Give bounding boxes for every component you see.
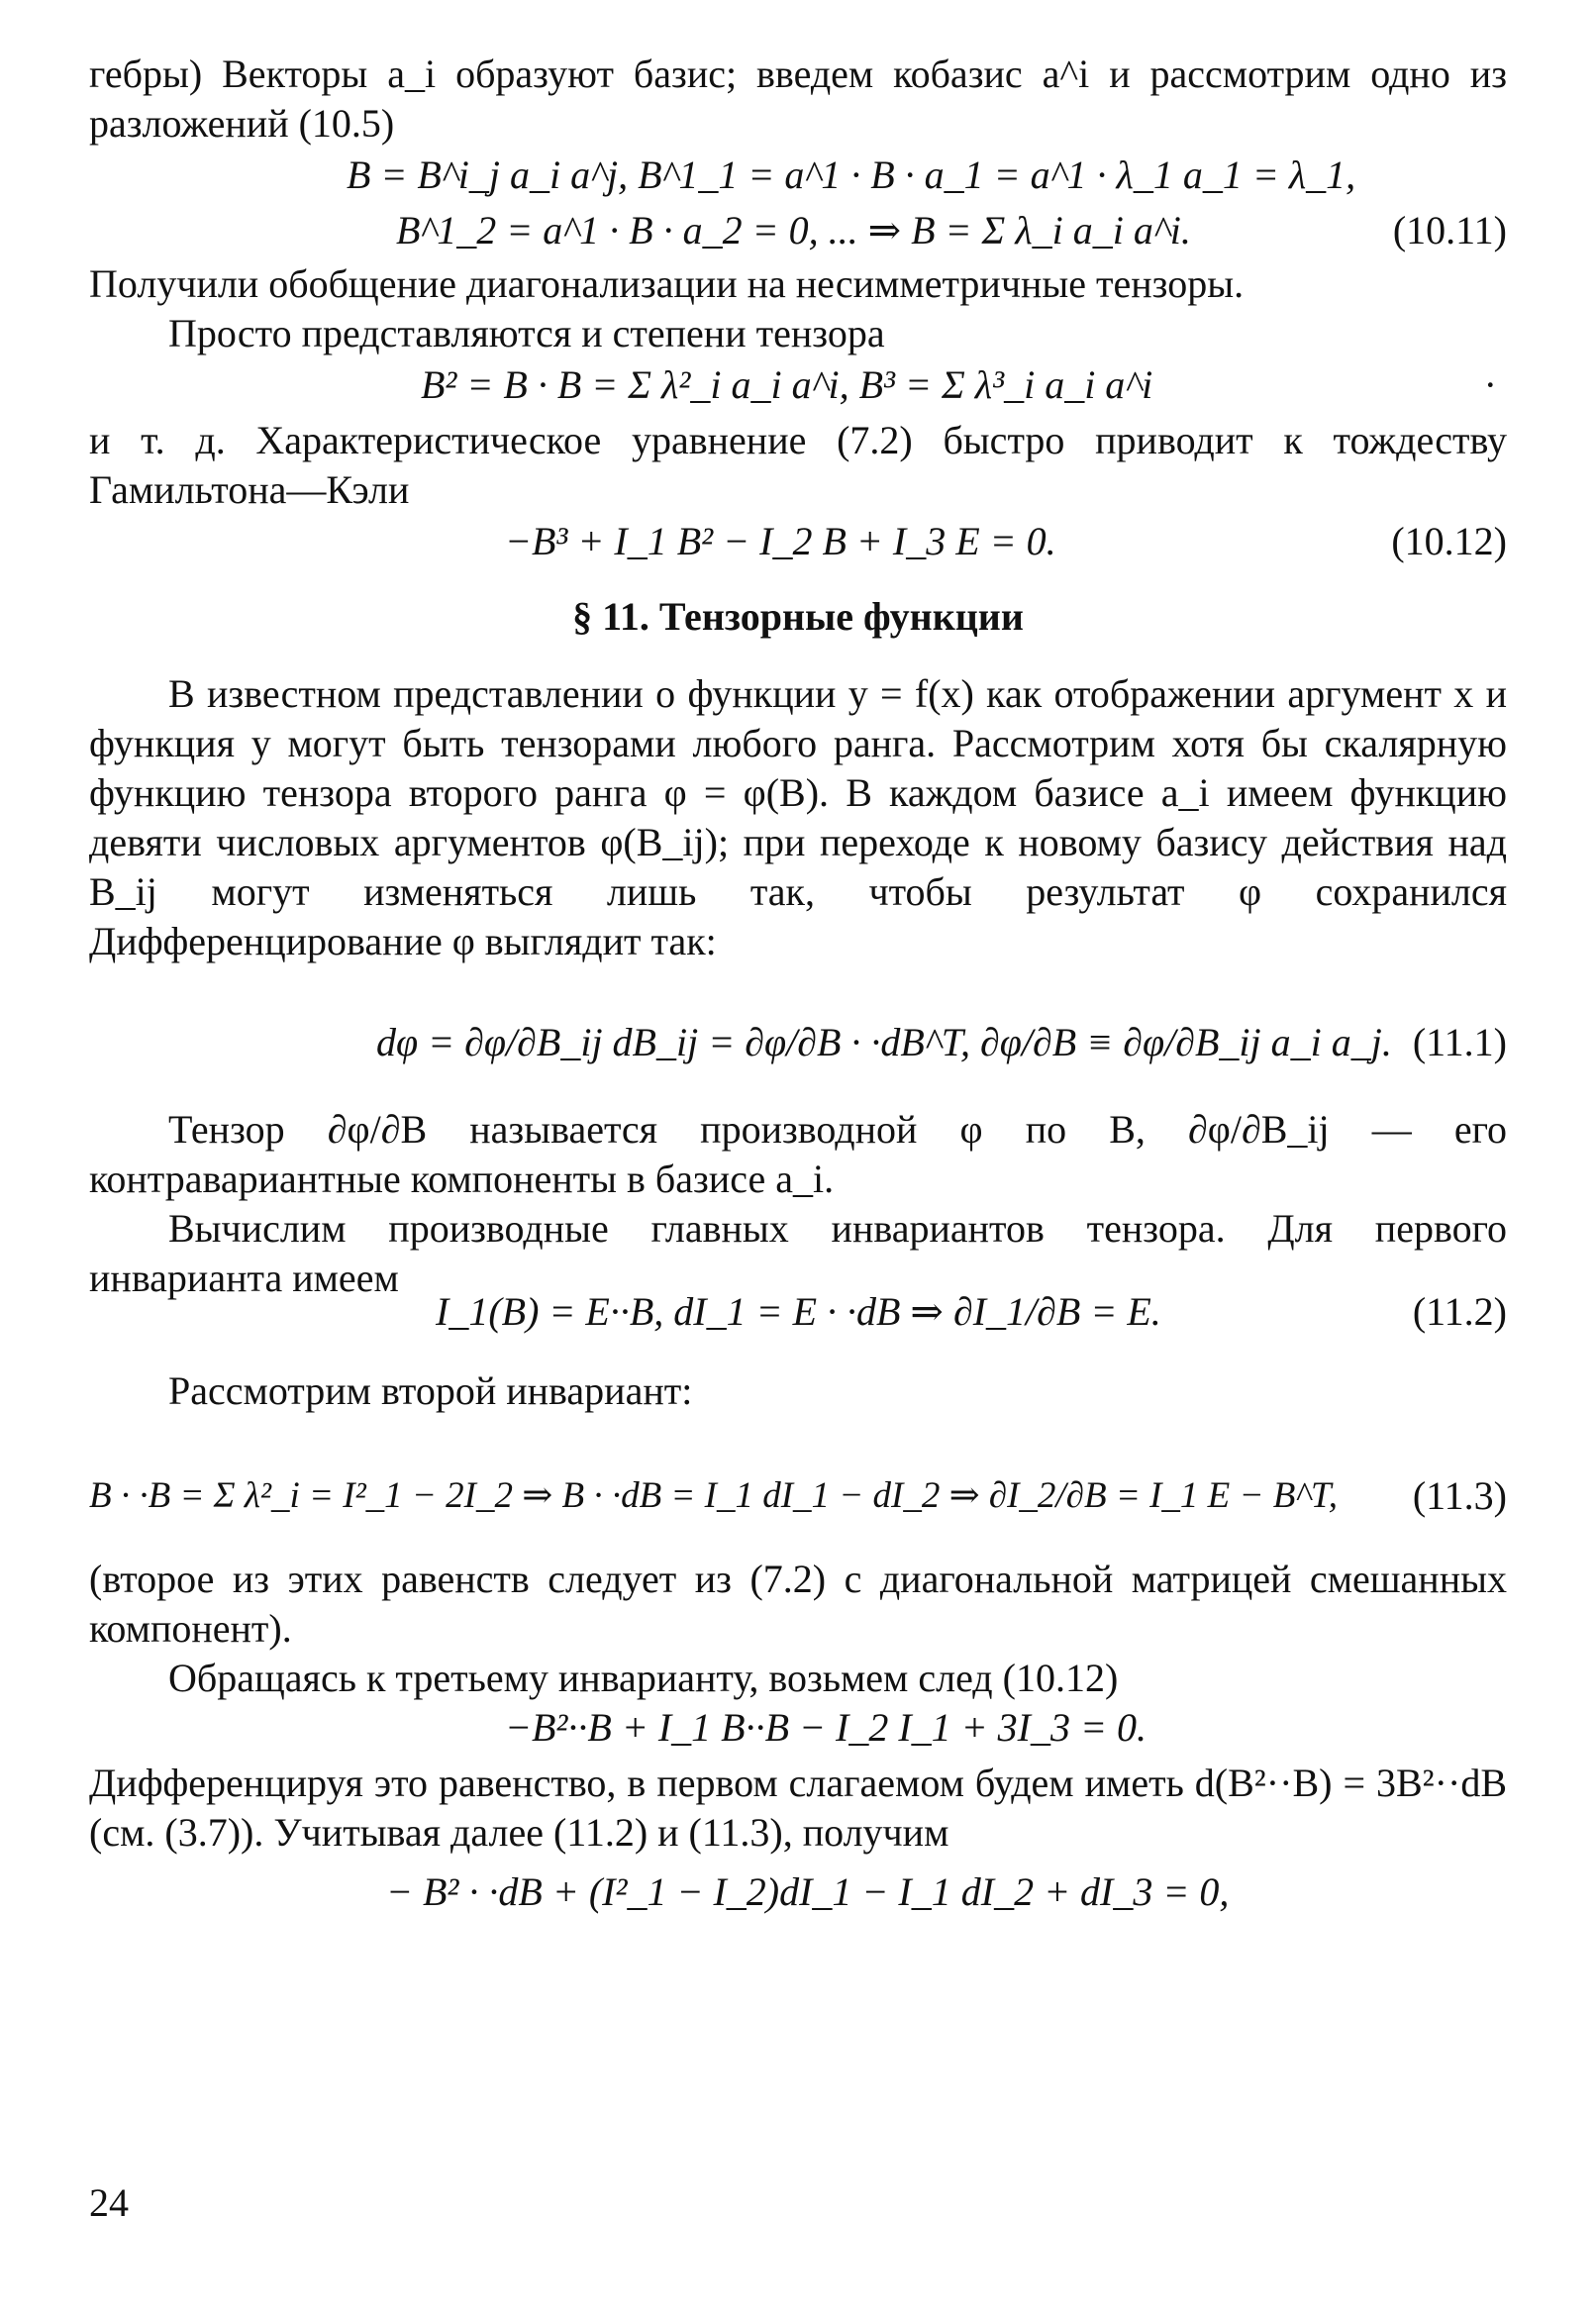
paragraph-1-block <box>89 50 1507 149</box>
equation-number-10-11: (10.11) <box>1392 208 1507 252</box>
equation-4: −B³ + I_1 B² − I_2 B + I_3 E = 0. <box>505 519 1056 563</box>
equation-8-line <box>89 1703 1507 1759</box>
equation-7-line <box>89 1471 1507 1527</box>
equation-3: B² = B · B = Σ λ²_i a_i a^i, B³ = Σ λ³_i a_i a^i <box>421 362 1153 407</box>
paragraph-5: В известном представлении о функции y = f(x) как отображении аргумент x и функция y могут быть тензорами любого ранга. Рассмотрим хотя бы скалярную функцию тензора второго ранга φ = φ(B). В каждом базисе a_i имеем функцию девяти числовых аргументов φ(B_ij); при переходе к новому базису действия над B_ij могут изменяться лишь так, чтобы результат φ сохранился Дифференцирование φ выглядит так: <box>89 671 1507 963</box>
equation-3-dot: · <box>1483 362 1497 407</box>
paragraph-8: Рассмотрим второй инвариант: <box>168 1368 693 1413</box>
equation-1-line <box>89 151 1507 206</box>
paragraph-3: Просто представляются и степени тензора <box>168 311 885 355</box>
equation-number-11-3: (11.3) <box>1412 1473 1507 1518</box>
paragraph-2-block <box>89 259 1507 358</box>
equation-8: −B²··B + I_1 B··B − I_2 I_1 + 3I_3 = 0. <box>505 1705 1147 1750</box>
paragraph-10: Обращаясь к третьему инварианту, возьмем след (10.12) <box>168 1656 1119 1700</box>
equation-9-line <box>89 1867 1507 1923</box>
equation-4-line <box>89 517 1507 572</box>
equation-5: dφ = ∂φ/∂B_ij dB_ij = ∂φ/∂B · ·dB^T, ∂φ/∂B ≡ ∂φ/∂B_ij a_i a_j. <box>376 1020 1392 1064</box>
paragraph-6-block <box>89 1105 1507 1303</box>
equation-9: − B² · ·dB + (I²_1 − I_2)dI_1 − I_1 dI_2 + dI_3 = 0, <box>386 1869 1230 1914</box>
paragraph-5-block <box>89 669 1507 966</box>
equation-2: B^1_2 = a^1 · B · a_2 = 0, ... ⇒ B = Σ λ_i a_i a^i. <box>396 208 1191 252</box>
section-heading: § 11. Тензорные функции <box>572 594 1024 639</box>
equation-1: B = B^i_j a_i a^j, B^1_1 = a^1 · B · a_1 = a^1 · λ_1 a_1 = λ_1, <box>347 152 1356 197</box>
equation-number-10-12: (10.12) <box>1391 519 1507 563</box>
paragraph-8-block <box>89 1366 1507 1416</box>
equation-2-line <box>89 206 1507 261</box>
paragraph-7: Вычислим производные главных инвариантов тензора. Для первого инварианта имеем <box>89 1206 1507 1300</box>
paragraph-4-block <box>89 416 1507 515</box>
paragraph-4: и т. д. Характеристическое уравнение (7.2) быстро приводит к тождеству Гамильтона—Кэли <box>89 418 1507 512</box>
equation-number-11-1: (11.1) <box>1412 1020 1507 1064</box>
paragraph-6: Тензор ∂φ/∂B называется производной φ по B, ∂φ/∂B_ij — его контравариантные компоненты в базисе a_i. <box>89 1107 1507 1201</box>
paragraph-11: Дифференцируя это равенство, в первом слагаемом будем иметь d(B²··B) = 3B²··dB (см. (3.7)). Учитывая далее (11.2) и (11.3), получим <box>89 1761 1507 1855</box>
paragraph-11-block <box>89 1759 1507 1858</box>
paragraph-1: гебры) Векторы a_i образуют базис; введем кобазис a^i и рассмотрим одно из разложений (10.5) <box>89 51 1507 146</box>
equation-number-11-2: (11.2) <box>1412 1289 1507 1334</box>
equation-7: B · ·B = Σ λ²_i = I²_1 − 2I_2 ⇒ B · ·dB = I_1 dI_1 − dI_2 ⇒ ∂I_2/∂B = I_1 E − B^T, <box>89 1475 1338 1516</box>
equation-3-line <box>89 360 1507 416</box>
equation-5-line <box>89 1018 1507 1073</box>
paragraph-2: Получили обобщение диагонализации на несимметричные тензоры. <box>89 261 1245 306</box>
equation-6-line <box>89 1287 1507 1343</box>
paragraph-9: (второе из этих равенств следует из (7.2) с диагональной матрицей смешанных компонент). <box>89 1557 1507 1651</box>
page-number: 24 <box>89 2180 129 2225</box>
equation-6: I_1(B) = E··B, dI_1 = E · ·dB ⇒ ∂I_1/∂B = E. <box>436 1289 1161 1334</box>
paragraph-9-block <box>89 1555 1507 1703</box>
